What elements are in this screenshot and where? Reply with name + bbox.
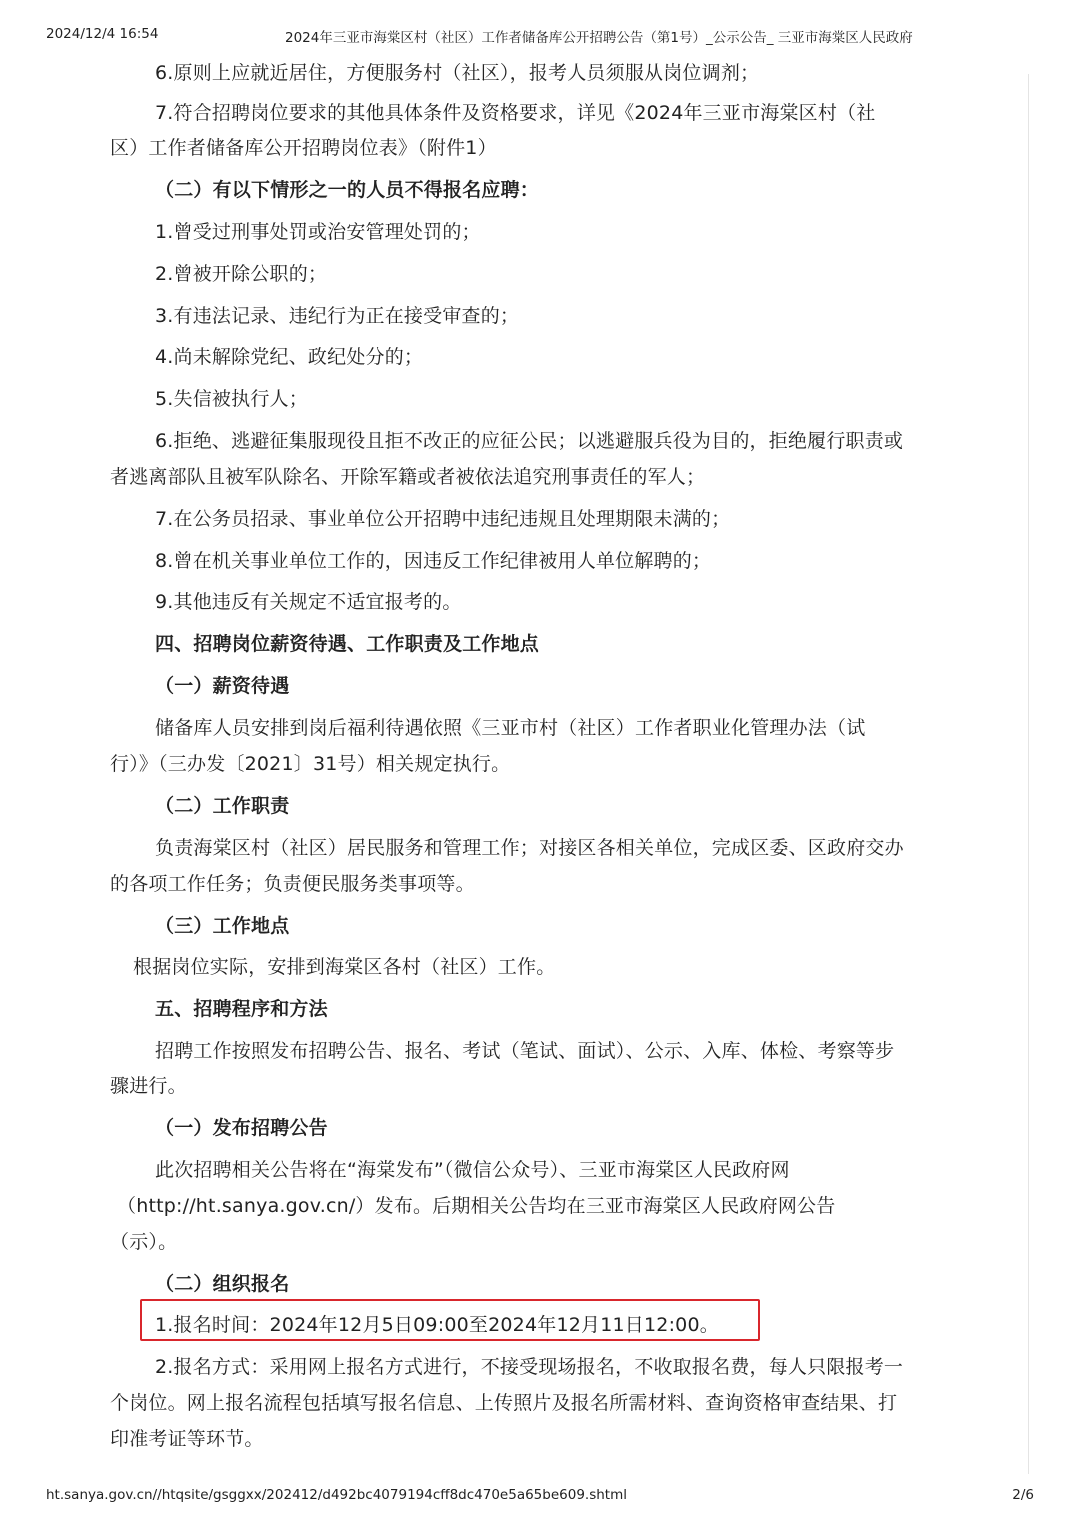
section-heading: （二）有以下情形之一的人员不得报名应聘： xyxy=(155,179,540,201)
text-line: 负责海棠区村（社区）居民服务和管理工作；对接区各相关单位，完成区委、区政府交办 xyxy=(155,837,904,859)
text-line: 2.曾被开除公职的； xyxy=(155,263,328,285)
section-heading: 五、招聘程序和方法 xyxy=(155,998,328,1020)
text-line: 5.失信被执行人； xyxy=(155,388,308,410)
text-line: 骤进行。 xyxy=(110,1075,187,1097)
page-number: 2/6 xyxy=(1012,1487,1034,1503)
text-line: 4.尚未解除党纪、政纪处分的； xyxy=(155,346,424,368)
text-line: 个岗位。网上报名流程包括填写报名信息、上传照片及报名所需材料、查询资格审查结果、打 xyxy=(110,1392,898,1414)
text-line: 此次招聘相关公告将在“海棠发布”（微信公众号）、三亚市海棠区人民政府网 xyxy=(155,1159,790,1181)
text-line: 3.有违法记录、违纪行为正在接受审查的； xyxy=(155,305,520,327)
text-line: 6.原则上应就近居住，方便服务村（社区），报考人员须服从岗位调剂； xyxy=(155,62,760,84)
text-line: 的各项工作任务；负责便民服务类事项等。 xyxy=(110,873,475,895)
text-line: 7.在公务员招录、事业单位公开招聘中违纪违规且处理期限未满的； xyxy=(155,508,731,530)
text-line: 根据岗位实际，安排到海棠区各村（社区）工作。 xyxy=(133,956,556,978)
print-url: ht.sanya.gov.cn//htqsite/gsggxx/202412/d492bc4079194cff8dc470e5a65be609.shtml xyxy=(46,1487,627,1503)
text-line: 7.符合招聘岗位要求的其他具体条件及资格要求，详见《2024年三亚市海棠区村（社 xyxy=(155,102,876,124)
text-line: 6.拒绝、逃避征集服现役且拒不改正的应征公民；以逃避服兵役为目的，拒绝履行职责或 xyxy=(155,430,904,452)
text-line: 2.报名方式：采用网上报名方式进行，不接受现场报名，不收取报名费，每人只限报考一 xyxy=(155,1356,904,1378)
text-line: 储备库人员安排到岗后福利待遇依照《三亚市村（社区）工作者职业化管理办法（试 xyxy=(155,717,866,739)
text-line: 印准考证等环节。 xyxy=(110,1428,264,1450)
section-heading: （三）工作地点 xyxy=(155,915,290,937)
text-line: （示）。 xyxy=(110,1231,178,1253)
print-datetime: 2024/12/4 16:54 xyxy=(46,26,159,42)
text-line: 招聘工作按照发布招聘公告、报名、考试（笔试、面试）、公示、入库、体检、考察等步 xyxy=(155,1040,895,1062)
page-right-edge xyxy=(1028,74,1029,1474)
section-heading: （一）发布招聘公告 xyxy=(155,1117,328,1139)
text-line: 8.曾在机关事业单位工作的，因违反工作纪律被用人单位解聘的； xyxy=(155,550,712,572)
text-line: 9.其他违反有关规定不适宜报考的。 xyxy=(155,591,462,613)
text-line: （http://ht.sanya.gov.cn/）发布。后期相关公告均在三亚市海棠区人民政府网公告 xyxy=(117,1195,836,1217)
print-page-title: 2024年三亚市海棠区村（社区）工作者储备库公开招聘公告（第1号）_公示公告_ 三亚市海棠区人民政府 xyxy=(285,30,913,46)
text-line: 1.曾受过刑事处罚或治安管理处罚的； xyxy=(155,221,481,243)
section-heading: 四、招聘岗位薪资待遇、工作职责及工作地点 xyxy=(155,633,540,655)
text-line: 行）》（三办发〔2021〕31号）相关规定执行。 xyxy=(110,753,511,775)
section-heading: （二）组织报名 xyxy=(155,1273,290,1295)
text-line: 者逃离部队且被军队除名、开除军籍或者被依法追究刑事责任的军人； xyxy=(110,466,706,488)
section-heading: （一）薪资待遇 xyxy=(155,675,290,697)
text-line: 区）工作者储备库公开招聘岗位表》（附件1） xyxy=(110,137,497,159)
section-heading: （二）工作职责 xyxy=(155,795,290,817)
registration-time-line: 1.报名时间：2024年12月5日09:00至2024年12月11日12:00。 xyxy=(155,1314,719,1336)
